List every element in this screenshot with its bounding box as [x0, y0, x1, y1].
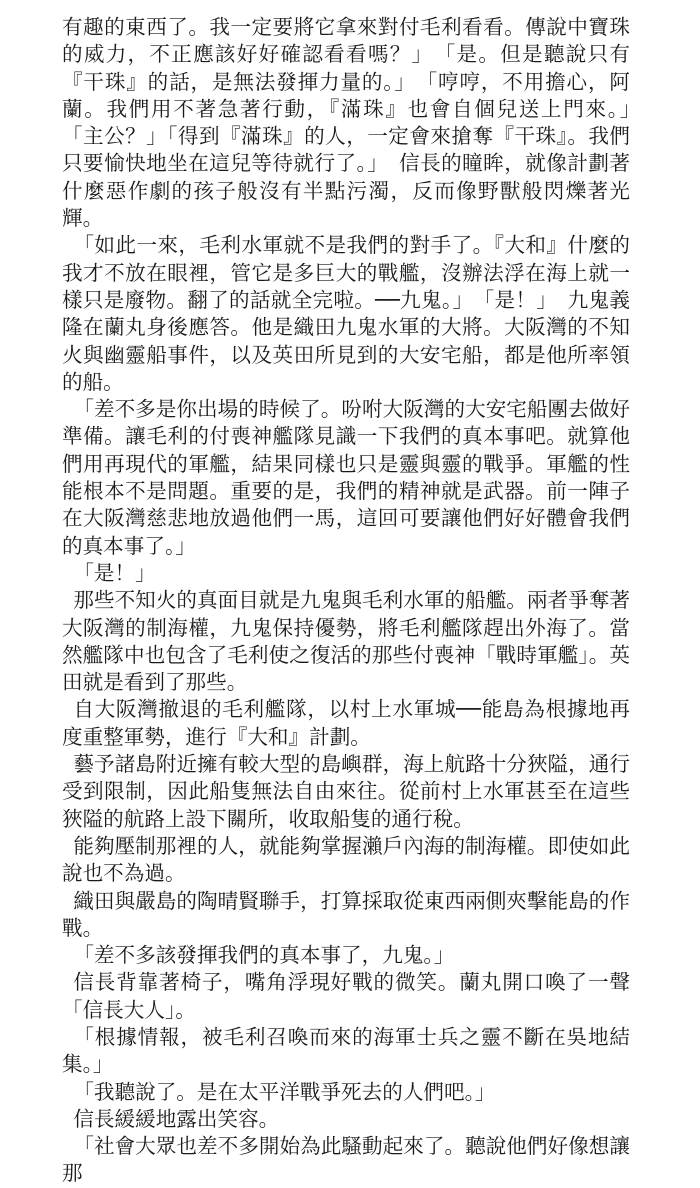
paragraph-13: 「我聽說了。是在太平洋戰爭死去的人們吧。」	[73, 1079, 496, 1104]
paragraph-12: 「根據情報，被毛利召喚而來的海軍士兵之靈不斷在吳地結集。」	[62, 1024, 630, 1077]
paragraph-15: 「社會大眾也差不多開始為此騷動起來了。聽說他們好像想讓那	[62, 1134, 630, 1186]
paragraph-7: 藝予諸島附近擁有較大型的島嶼群，海上航路十分狹隘，通行受到限制，因此船隻無法自由來往。從前村上水軍甚至在這些狹隘的航路上設下關所，收取船隻的通行稅。	[62, 752, 630, 831]
paragraph-8: 能夠壓制那裡的人，就能夠掌握瀨戶內海的制海權。即使如此說也不為過。	[62, 833, 630, 886]
paragraph-10: 「差不多該發揮我們的真本事了，九鬼。」	[73, 943, 455, 968]
paragraph-5: 那些不知火的真面目就是九鬼與毛利水軍的船艦。兩者爭奪著大阪灣的制海權，九鬼保持優勢，將毛利艦隊趕出外海了。當然艦隊中也包含了毛利使之復活的那些付喪神「戰時軍艦」。英田就是看到了那些。	[62, 588, 630, 695]
paragraph-3: 「差不多是你出場的時候了。吩咐大阪灣的大安宅船團去做好準備。讓毛利的付喪神艦隊見識一下我們的真本事吧。就算他們用再現代的軍艦，結果同樣也只是靈與靈的戰爭。軍艦的性能根本不是問題。重要的是，我們的精神就是武器。前一陣子在大阪灣慈悲地放過他們一馬，這回可要讓他們好好體會我們的真本事了。」	[62, 397, 630, 558]
paragraph-14: 信長緩緩地露出笑容。	[73, 1106, 280, 1131]
paragraph-6: 自大阪灣撤退的毛利艦隊，以村上水軍城──能島為根據地再度重整軍勢，進行『大和』計劃。	[62, 697, 630, 749]
paragraph-1: 有趣的東西了。我一定要將它拿來對付毛利看看。傳說中寶珠的威力，不正應該好好確認看看嗎？」 「是。但是聽說只有『干珠』的話，是無法發揮力量的。」 「哼哼，不用擔心，阿蘭。我們用不著急著行動，『滿珠』也會自個兒送上門來。」 「主公？」「得到『滿珠』的人，一定會來搶奪『干珠』。我們只要愉快地坐在這兒等待就行了。」 信長的瞳眸，就像計劃著什麼惡作劇的孩子般沒有半點污濁，反而像野獸般閃爍著光輝。	[62, 15, 651, 231]
document-page	[62, 14, 651, 1188]
paragraph-11: 信長背靠著椅子，嘴角浮現好戰的微笑。蘭丸開口喚了一聲「信長大人」。	[62, 970, 630, 1022]
paragraph-9: 織田與嚴島的陶晴賢聯手，打算採取從東西兩側夾擊能島的作戰。	[62, 888, 630, 940]
paragraph-2: 「如此一來，毛利水軍就不是我們的對手了。『大和』什麼的我才不放在眼裡，管它是多巨大的戰艦，沒辦法浮在海上就一樣只是廢物。翻了的話就全完啦。──九鬼。」 「是！」 九鬼義隆在蘭丸身後應答。他是織田九鬼水軍的大將。大阪灣的不知火與幽靈船事件，以及英田所見到的大安宅船，都是他所率領的船。	[62, 233, 630, 394]
paragraph-4: 「是！」	[73, 560, 156, 585]
